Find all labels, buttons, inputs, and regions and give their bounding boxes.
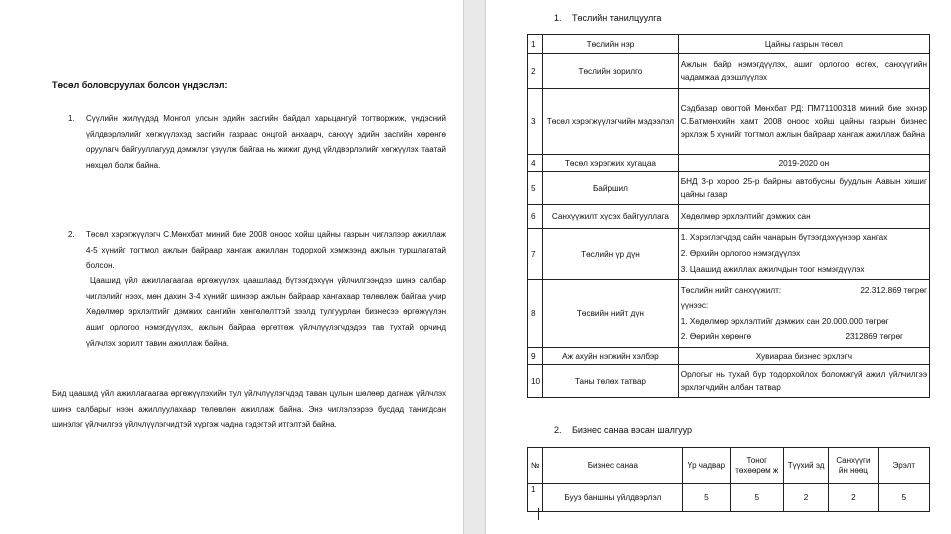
section-number: 2. bbox=[554, 425, 562, 435]
table-row bbox=[528, 89, 930, 155]
row-number: 8 bbox=[528, 280, 543, 348]
budget-own-line bbox=[681, 329, 927, 345]
row-value: Ажлын байр нэмэгдүүлэх, ашиг орлогоо өсгөх, санхүүгийн чадамжаа дээшлүүлэх bbox=[678, 54, 929, 89]
table-row bbox=[528, 172, 930, 205]
paragraph-number: 1. bbox=[68, 114, 75, 123]
paragraph-4 bbox=[52, 386, 446, 433]
page-gap bbox=[463, 0, 486, 534]
table-row bbox=[528, 35, 930, 54]
table-header-row bbox=[528, 448, 930, 484]
budget-total-line bbox=[681, 283, 927, 299]
row-number: 1 bbox=[528, 484, 543, 512]
row-label: Төслийн үр дүн bbox=[543, 229, 679, 280]
header-raw-material: Түүхий эд bbox=[783, 448, 828, 484]
row-label: Санхүүжилт хүсэх байгууллага bbox=[543, 205, 679, 229]
budget-fund-line: 1. Хөдөлмөр эрхлэлтийг дэмжих сан 20.000.000 төгрөг bbox=[680, 316, 889, 326]
header-capacity: Үр чадвар bbox=[683, 448, 730, 484]
row-number: 1 bbox=[528, 35, 543, 54]
section-title-2 bbox=[554, 425, 692, 435]
score-demand: 5 bbox=[878, 484, 929, 512]
paragraph-number: 2. bbox=[68, 230, 75, 239]
score-finance: 2 bbox=[829, 484, 878, 512]
section-title-text: Бизнес санаа вэсан шалгуур bbox=[572, 425, 693, 435]
header-idea: Бизнес санаа bbox=[543, 448, 683, 484]
row-label: Аж ахуйн нэгжийн хэлбэр bbox=[543, 348, 679, 365]
row-value: Хөдөлмөр эрхлэлтийг дэмжих сан bbox=[678, 205, 929, 229]
table-row bbox=[528, 205, 930, 229]
table-row bbox=[528, 484, 930, 512]
idea-name: Бууз баншны үйлдвэрлэл bbox=[543, 484, 683, 512]
paragraph-3 bbox=[86, 273, 446, 352]
document-page-left bbox=[0, 0, 463, 534]
row-number: 2 bbox=[528, 54, 543, 89]
business-idea-table bbox=[527, 447, 930, 512]
row-label: Төсөл хэрэгжих хугацаа bbox=[543, 155, 679, 172]
row-number: 4 bbox=[528, 155, 543, 172]
section-title-text: Төслийн танилцуулга bbox=[572, 13, 662, 23]
text-cursor bbox=[538, 508, 539, 520]
row-label: Төсөл хэрэгжүүлэгчийн мэдээлэл bbox=[543, 89, 679, 155]
row-label: Төслийн зорилго bbox=[543, 54, 679, 89]
table-row bbox=[528, 54, 930, 89]
row-label: Таны төлөх татвар bbox=[543, 365, 679, 398]
document-page-right bbox=[486, 0, 951, 534]
table-row bbox=[528, 280, 930, 348]
score-capacity: 5 bbox=[683, 484, 730, 512]
row-number: 3 bbox=[528, 89, 543, 155]
paragraph-text: Бид цаашид үйл ажиллагаагаа өргөжүүлэхийн тул үйлчлүүлэгчдэд таван цулын шөлөөр дагнаж үйлчлэх шинэ салбарыг нээн ажиллуулахаар төлөвлөн ажиллаж байна. Энэ чиглэлээрээ бусдад танигдсан шинэлэг үйлчилгээ үйлчлүүлэгчидтэй хүргэж чадна гэдэгтэй итгэлтэй байна. bbox=[52, 389, 446, 430]
row-value: Сэдбазар овогтой Мөнхбат РД: ПМ71100318 миний бие эхнэр С.Батмөнхийн хамт 2008 оноос хойш цайны газрын бизнес эрхлэж 5 хүнийг тогтмол ажлын байраар хангаж ажиллаж байна bbox=[678, 89, 929, 155]
row-value: Орлогыг нь тухай бүр тодорхойлох боломжгүй ажил үйлчилгээ эрхлэгчдийн албан татвар bbox=[678, 365, 929, 398]
row-value: 2019-2020 он bbox=[678, 155, 929, 172]
budget-own-label: 2. Өөрийн хөрөнгө bbox=[680, 332, 752, 341]
paragraph-text: Төсөл хэрэгжүүлэгч С.Мөнхбат миний бие 2008 оноос хойш цайны газрын чиглэлээр ажиллаж 4-5 хүнийг тогтмол ажлын байраар хангаж ажиллан тодорхой хэмжээнд ажлын туршлагатай болсон. bbox=[86, 230, 446, 271]
paragraph-1 bbox=[68, 111, 446, 174]
section-number: 1. bbox=[554, 13, 562, 23]
row-number: 6 bbox=[528, 205, 543, 229]
header-no: № bbox=[528, 448, 543, 484]
row-value: Цайны газрын төсөл bbox=[678, 35, 929, 54]
paragraph-2 bbox=[68, 227, 446, 274]
table-row bbox=[528, 229, 930, 280]
row-value: БНД 3-р хороо 25-р байрны автобусны буудлын Аавын хишиг цайны газар bbox=[678, 172, 929, 205]
row-number: 9 bbox=[528, 348, 543, 365]
project-info-table bbox=[527, 34, 930, 398]
row-number: 7 bbox=[528, 229, 543, 280]
row-label: Төсвийн нийт дүн bbox=[543, 280, 679, 348]
paragraph-text: Сүүлийн жилүүдэд Монгол улсын эдийн засгийн байдал харьцангуй тогтворжиж, үндэсний үйлдвэрлэлийг хөгжүүлэхэд засгийн газраас онцгой анхаарч, санхүү эдийн засгийн хөрөнгө оруулагч байгууллагууд дэмжлэг үзүүлж байгаа нь жижиг дунд үйлдвэрлэлийг хөгжүүлэх таатай нөхцөл болж байна. bbox=[86, 114, 446, 171]
result-line-3: 3. Цаашид ажиллах ажилчдын тоог нэмэгдүүлэх bbox=[680, 265, 865, 274]
header-finance: Санхүүги йн нөөц bbox=[829, 448, 878, 484]
row-value bbox=[678, 229, 929, 280]
budget-of-which: үүнээс: bbox=[680, 301, 709, 310]
budget-own-amount: 2312869 төгрөг bbox=[845, 332, 903, 341]
table-row bbox=[528, 155, 930, 172]
row-number: 10 bbox=[528, 365, 543, 398]
row-label: Төслийн нэр bbox=[543, 35, 679, 54]
score-raw-material: 2 bbox=[783, 484, 828, 512]
row-value bbox=[678, 280, 929, 348]
score-equipment: 5 bbox=[730, 484, 783, 512]
result-line-2: 2. Өрхийн орлогоо нэмэгдүүлэх bbox=[680, 249, 801, 258]
table-row bbox=[528, 348, 930, 365]
row-value: Хувиараа бизнес эрхлэгч bbox=[678, 348, 929, 365]
budget-total-amount: 22.312.869 төгрөг bbox=[860, 285, 927, 295]
section-title-1 bbox=[554, 13, 661, 23]
row-number: 5 bbox=[528, 172, 543, 205]
result-line-1: 1. Хэрэглэгчдэд сайн чанарын бүтээгдэхүүнээр хангах bbox=[680, 233, 888, 242]
paragraph-text: Цаашид үйл ажиллагаагаа өргөжүүлэх цаашлаад бүтээгдэхүүн үйлчилгээндээ шинэ салбар чиглэлийг нээх, мөн дахин 3-4 хүнийг шинээр ажлын байраар хангахаар төлөвлөж байгаа учир Хөдөлмөр эрхлэлтийг дэмжих сангийн хөнгөлөлттэй зээлд тулгуурлан бизнесээ өргөжүүлэн ашиг орлогоо нэмэгдүүлэх, ажлын байраа өргөтгөж үйлчлүүлэгчдэдээ тав тухтай орчинд үйлчлэх зорилт тавин ажиллаж байна. bbox=[86, 276, 446, 348]
header-equipment: Тоног төхөөрөм ж bbox=[730, 448, 783, 484]
page-heading: Төсөл боловсруулах болсон үндэслэл: bbox=[52, 80, 228, 90]
row-label: Байршил bbox=[543, 172, 679, 205]
table-row bbox=[528, 365, 930, 398]
header-demand: Эрэлт bbox=[878, 448, 929, 484]
budget-total-label: Төслийн нийт санхүүжилт: bbox=[680, 285, 782, 295]
